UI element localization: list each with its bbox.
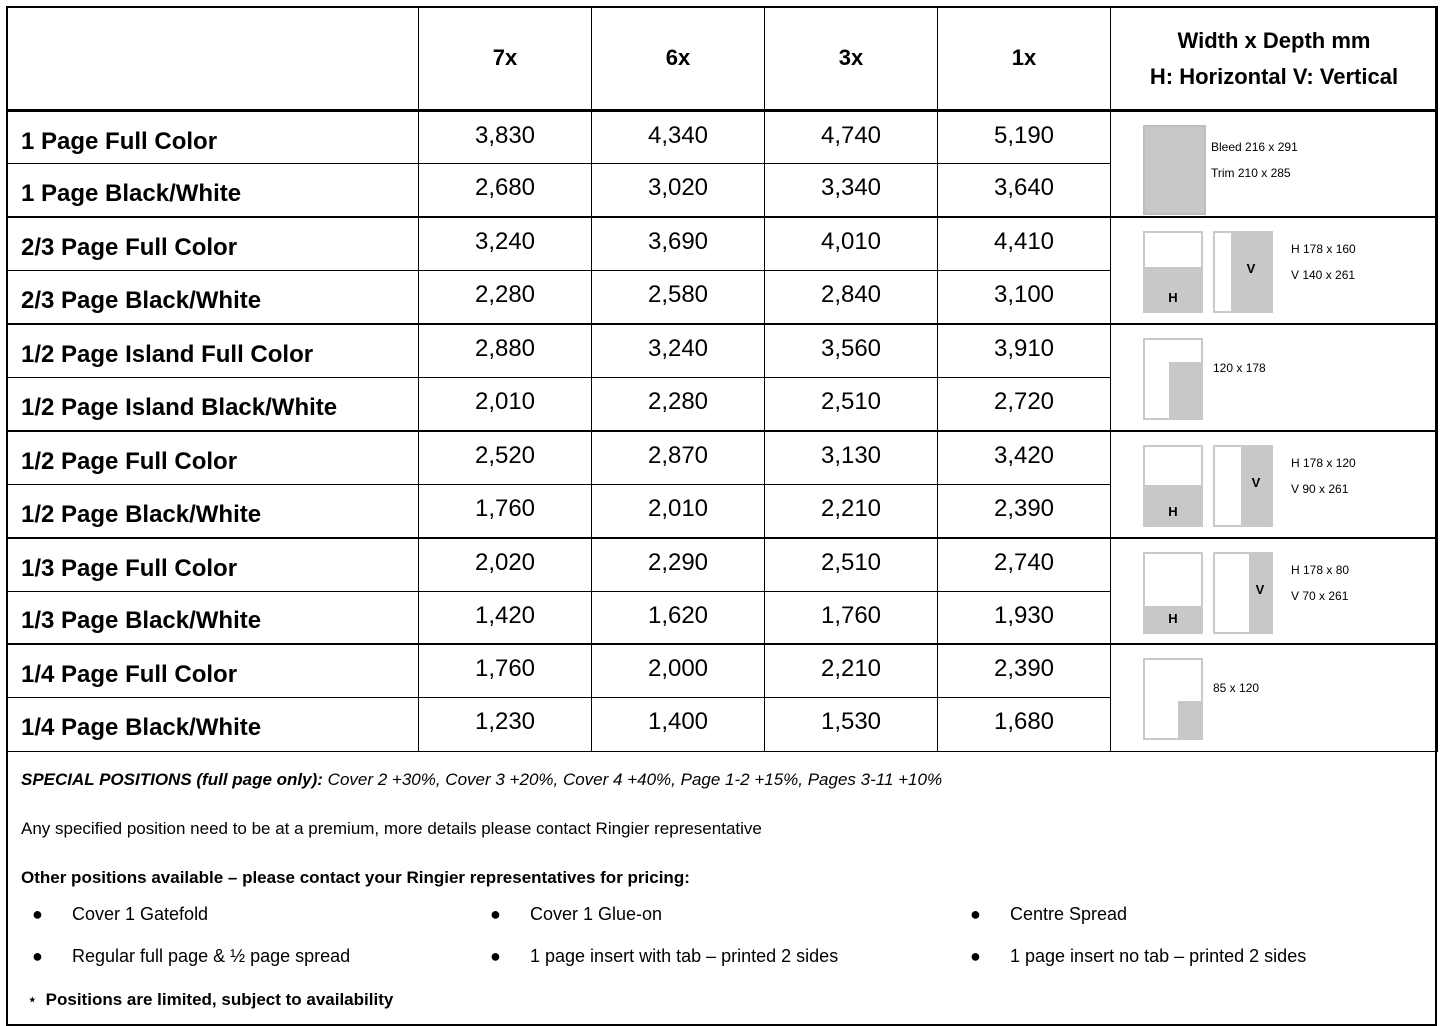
bullet-icon: ● [490,904,501,924]
price-cell: 2,680 [419,164,592,217]
header-dimensions-line2: H: Horizontal V: Vertical [1149,64,1399,89]
price-cell: 1,530 [765,698,938,751]
list-item [32,904,208,925]
page-outline-horizontal [1143,445,1203,527]
vertical-tag: V [1246,261,1256,277]
price-cell: 1,760 [419,484,592,537]
price-cell: 3,910 [938,324,1111,377]
footnote-text: Positions are limited, subject to availability [45,990,394,1009]
row-label: 1 Page Full Color [7,111,419,164]
row-label: 1/2 Page Island Black/White [7,377,419,430]
dimension-line: V 70 x 261 [1291,588,1349,603]
header-3x: 3x [765,7,938,111]
dimension-line: H 178 x 160 [1291,242,1356,257]
list-item-text: Regular full page & ½ page spread [72,946,351,966]
price-cell: 3,240 [592,324,765,377]
list-item [970,904,1127,925]
page-outline-vertical [1213,231,1273,313]
price-cell: 1,930 [938,591,1111,644]
price-cell: 2,020 [419,538,592,591]
special-positions-label: SPECIAL POSITIONS (full page only): [21,770,323,789]
dimension-text [1211,134,1298,186]
price-cell: 3,640 [938,164,1111,217]
bullet-icon: ● [32,946,43,966]
price-cell: 2,720 [938,377,1111,430]
dimension-text [1291,450,1356,502]
size-diagram [1111,432,1437,538]
size-diagram [1111,539,1437,645]
list-item [970,946,1306,967]
price-cell: 1,620 [592,591,765,644]
premium-note: Any specified position need to be at a premium, more details please contact Ringier representative [21,819,762,838]
price-cell: 2,580 [592,271,765,324]
island-fill [1169,362,1201,418]
dimension-line: H 178 x 120 [1291,455,1356,470]
page-outline-vertical [1213,445,1273,527]
size-diagram [1111,218,1437,324]
size-diagram [1111,645,1437,751]
row-label: 1/2 Page Full Color [7,431,419,484]
price-cell: 3,130 [765,431,938,484]
list-item-text: Centre Spread [1010,904,1128,924]
vertical-tag: V [1255,581,1265,597]
table-row [7,538,1438,591]
dimension-line: V 140 x 261 [1291,268,1356,283]
price-cell: 2,520 [419,431,592,484]
price-cell: 2,390 [938,484,1111,537]
dimension-line: V 90 x 261 [1291,481,1349,496]
price-cell: 1,420 [419,591,592,644]
page-outline-horizontal [1143,552,1203,634]
bullet-icon: ● [490,946,501,966]
list-item-text: 1 page insert with tab – printed 2 sides [530,946,839,966]
price-cell: 1,400 [592,698,765,751]
price-cell: 3,560 [765,324,938,377]
bullet-icon: ● [970,946,981,966]
row-label: 1/4 Page Full Color [7,644,419,697]
table-row [7,217,1438,270]
table-header-row [7,7,1438,111]
price-cell: 3,690 [592,217,765,270]
price-cell: 2,010 [419,377,592,430]
horizontal-tag: H [1168,290,1178,306]
table-row [7,644,1438,697]
list-item-text: Cover 1 Gatefold [72,904,209,924]
dimension-cell-quarter [1111,644,1438,751]
page-outline-island [1143,338,1203,420]
other-positions-heading: Other positions available – please contact your Ringier representatives for pricing: [21,868,690,887]
row-label: 1/4 Page Black/White [7,698,419,751]
footnote [27,990,393,1010]
header-7x: 7x [419,7,592,111]
header-dimensions [1111,7,1438,111]
table-row [7,111,1438,164]
price-cell: 1,760 [765,591,938,644]
price-cell: 3,420 [938,431,1111,484]
row-label: 1 Page Black/White [7,164,419,217]
header-blank [7,7,419,111]
row-label: 1/3 Page Full Color [7,538,419,591]
list-item-text: Cover 1 Glue-on [530,904,663,924]
header-dimensions-line1: Width x Depth mm [1177,28,1371,53]
list-item [32,946,350,967]
price-cell: 2,000 [592,644,765,697]
special-positions-text: Cover 2 +30%, Cover 3 +20%, Cover 4 +40%, Page 1-2 +15%, Pages 3-11 +10% [322,770,943,789]
table-row [7,324,1438,377]
price-cell: 3,020 [592,164,765,217]
price-cell: 5,190 [938,111,1111,164]
price-cell: 1,760 [419,644,592,697]
rate-table [6,6,1438,752]
price-cell: 2,870 [592,431,765,484]
list-item [490,946,838,967]
row-label: 1/2 Page Black/White [7,484,419,537]
row-label: 1/2 Page Island Full Color [7,324,419,377]
price-cell: 2,510 [765,377,938,430]
price-cell: 4,340 [592,111,765,164]
price-cell: 2,280 [419,271,592,324]
dimension-line: Bleed 216 x 291 [1211,140,1298,154]
price-cell: 2,740 [938,538,1111,591]
size-diagram [1111,325,1437,431]
dimension-cell-third [1111,538,1438,645]
price-cell: 2,510 [765,538,938,591]
header-6x: 6x [592,7,765,111]
dimension-cell-full-page [1111,111,1438,218]
full-page-fill [1145,127,1204,213]
price-cell: 2,010 [592,484,765,537]
dimension-line: 120 x 178 [1213,361,1266,376]
dimension-cell-two-thirds [1111,217,1438,324]
page-outline-vertical [1213,552,1273,634]
dimension-text [1291,236,1356,288]
price-cell: 2,290 [592,538,765,591]
price-cell: 3,340 [765,164,938,217]
price-cell: 2,390 [938,644,1111,697]
row-label: 2/3 Page Black/White [7,271,419,324]
dimension-text [1291,557,1349,609]
price-cell: 2,280 [592,377,765,430]
vertical-tag: V [1251,474,1261,490]
star-icon: ⋆ [27,990,38,1009]
price-cell: 4,410 [938,217,1111,270]
bullet-icon: ● [32,904,43,924]
page-outline-quarter [1143,658,1203,740]
price-cell: 1,230 [419,698,592,751]
price-cell: 2,880 [419,324,592,377]
dimension-line: 85 x 120 [1213,681,1260,696]
price-cell: 4,740 [765,111,938,164]
price-cell: 1,680 [938,698,1111,751]
header-1x: 1x [938,7,1111,111]
bullet-icon: ● [970,904,981,924]
dimension-text [1213,675,1259,701]
table-row [7,431,1438,484]
horizontal-tag: H [1168,610,1178,626]
dimension-line: H 178 x 80 [1291,562,1350,577]
dimension-line: Trim 210 x 285 [1211,166,1291,180]
dimension-text [1213,355,1266,381]
price-cell: 3,240 [419,217,592,270]
special-positions-note [21,770,942,790]
dimension-cell-half [1111,431,1438,538]
price-cell: 2,210 [765,644,938,697]
size-diagram [1111,112,1437,218]
page-outline-full [1143,125,1206,215]
price-cell: 3,100 [938,271,1111,324]
price-cell: 3,830 [419,111,592,164]
price-cell: 4,010 [765,217,938,270]
dimension-cell-half-island [1111,324,1438,431]
row-label: 2/3 Page Full Color [7,217,419,270]
price-cell: 2,210 [765,484,938,537]
list-item-text: 1 page insert no tab – printed 2 sides [1010,946,1307,966]
page-outline-horizontal [1143,231,1203,313]
list-item [490,904,662,925]
horizontal-tag: H [1168,503,1178,519]
row-label: 1/3 Page Black/White [7,591,419,644]
price-cell: 2,840 [765,271,938,324]
quarter-fill [1178,701,1201,738]
